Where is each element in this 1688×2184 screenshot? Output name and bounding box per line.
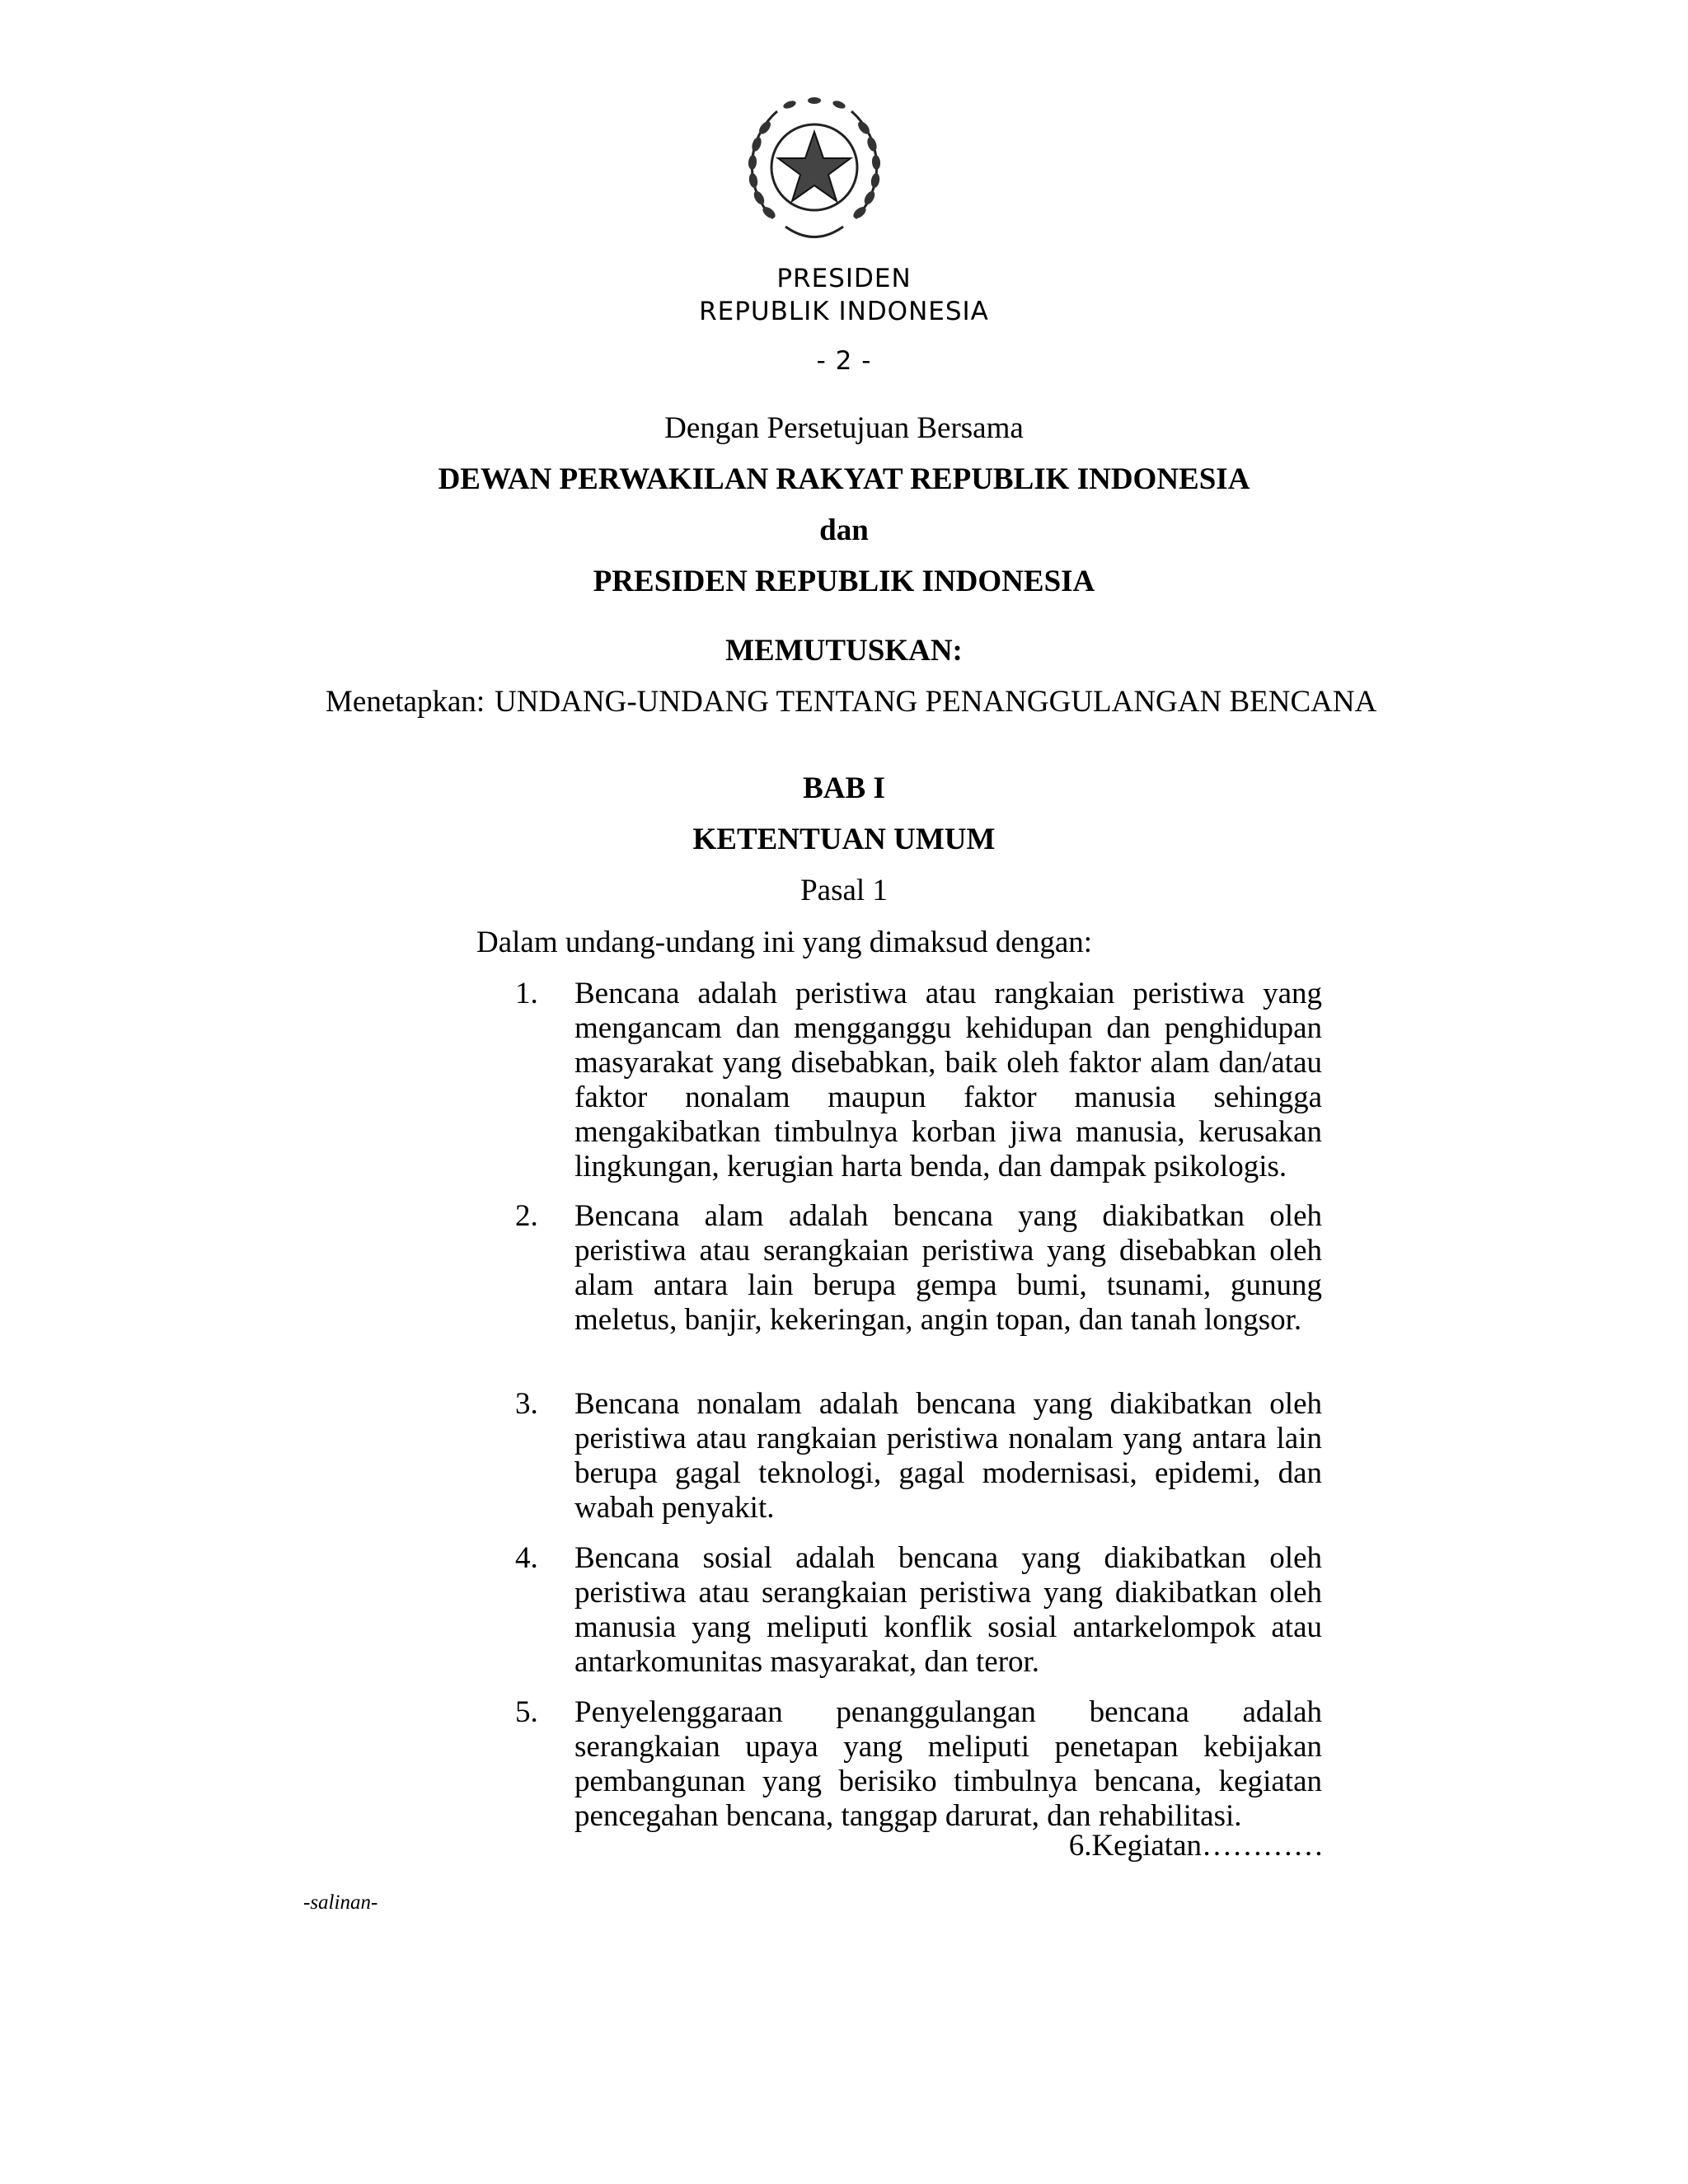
next-page-reference: 6.Kegiatan………… bbox=[1068, 1829, 1324, 1863]
list-item-text: Bencana alam adalah bencana yang diakibatkan oleh peristiwa atau serangkaian peristiwa yang disebabkan oleh alam antara lain berupa gempa bumi, tsunami, gunung meletus, banjir, kekeringan, angin topan, dan tanah longsor. bbox=[574, 1199, 1322, 1337]
approval-party2: PRESIDEN REPUBLIK INDONESIA bbox=[593, 565, 1095, 598]
header-line2: REPUBLIK INDONESIA bbox=[699, 297, 989, 326]
list-item-number: 1. bbox=[515, 977, 538, 1010]
star-wreath-icon bbox=[740, 95, 889, 251]
approval-party1: DEWAN PERWAKILAN RAKYAT REPUBLIK INDONESIA bbox=[438, 462, 1250, 496]
salinan-mark: -salinan- bbox=[303, 1891, 378, 1914]
list-item-text: Bencana sosial adalah bencana yang diakibatkan oleh peristiwa atau serangkaian peristiwa yang diakibatkan oleh manusia yang meliputi konflik sosial antarkelompok atau antarkomunitas masyarakat, dan teror. bbox=[574, 1541, 1322, 1679]
approval-conjunction: dan bbox=[819, 513, 869, 547]
list-item-text: Bencana adalah peristiwa atau rangkaian peristiwa yang mengancam dan mengganggu kehidupan dan penghidupan masyarakat yang disebabkan, baik oleh faktor alam dan/atau faktor nonalam maupun faktor manusia sehingga mengakibatkan timbulnya korban jiwa manusia, kerusakan lingkungan, kerugian harta benda, dan dampak psikologis. bbox=[574, 977, 1322, 1183]
presidential-emblem bbox=[740, 95, 889, 251]
decision-text: UNDANG-UNDANG TENTANG PENANGGULANGAN BENCANA bbox=[495, 685, 1377, 719]
article-title: Pasal 1 bbox=[800, 874, 888, 907]
list-item-number: 2. bbox=[515, 1199, 538, 1233]
decision-label: Menetapkan: bbox=[326, 685, 485, 719]
page-number: - 2 - bbox=[816, 346, 872, 376]
decision-title: MEMUTUSKAN: bbox=[725, 634, 963, 668]
list-item-number: 5. bbox=[515, 1695, 538, 1729]
chapter-number: BAB I bbox=[803, 771, 885, 805]
chapter-title: KETENTUAN UMUM bbox=[692, 823, 996, 856]
approval-intro: Dengan Persetujuan Bersama bbox=[664, 411, 1024, 445]
list-item-text: Penyelenggaraan penanggulangan bencana adalah serangkaian upaya yang meliputi penetapan kebijakan pembangunan yang berisiko timbulnya bencana, kegiatan pencegahan bencana, tanggap darurat, dan rehabilitasi. bbox=[574, 1695, 1322, 1833]
list-item-text: Bencana nonalam adalah bencana yang diakibatkan oleh peristiwa atau rangkaian peristiwa nonalam yang antara lain berupa gagal teknologi, gagal modernisasi, epidemi, dan wabah penyakit. bbox=[574, 1387, 1322, 1525]
header-line1: PRESIDEN bbox=[776, 264, 912, 293]
list-item-number: 3. bbox=[515, 1387, 538, 1421]
article-intro: Dalam undang-undang ini yang dimaksud dengan: bbox=[476, 926, 1093, 959]
list-item-number: 4. bbox=[515, 1541, 538, 1575]
